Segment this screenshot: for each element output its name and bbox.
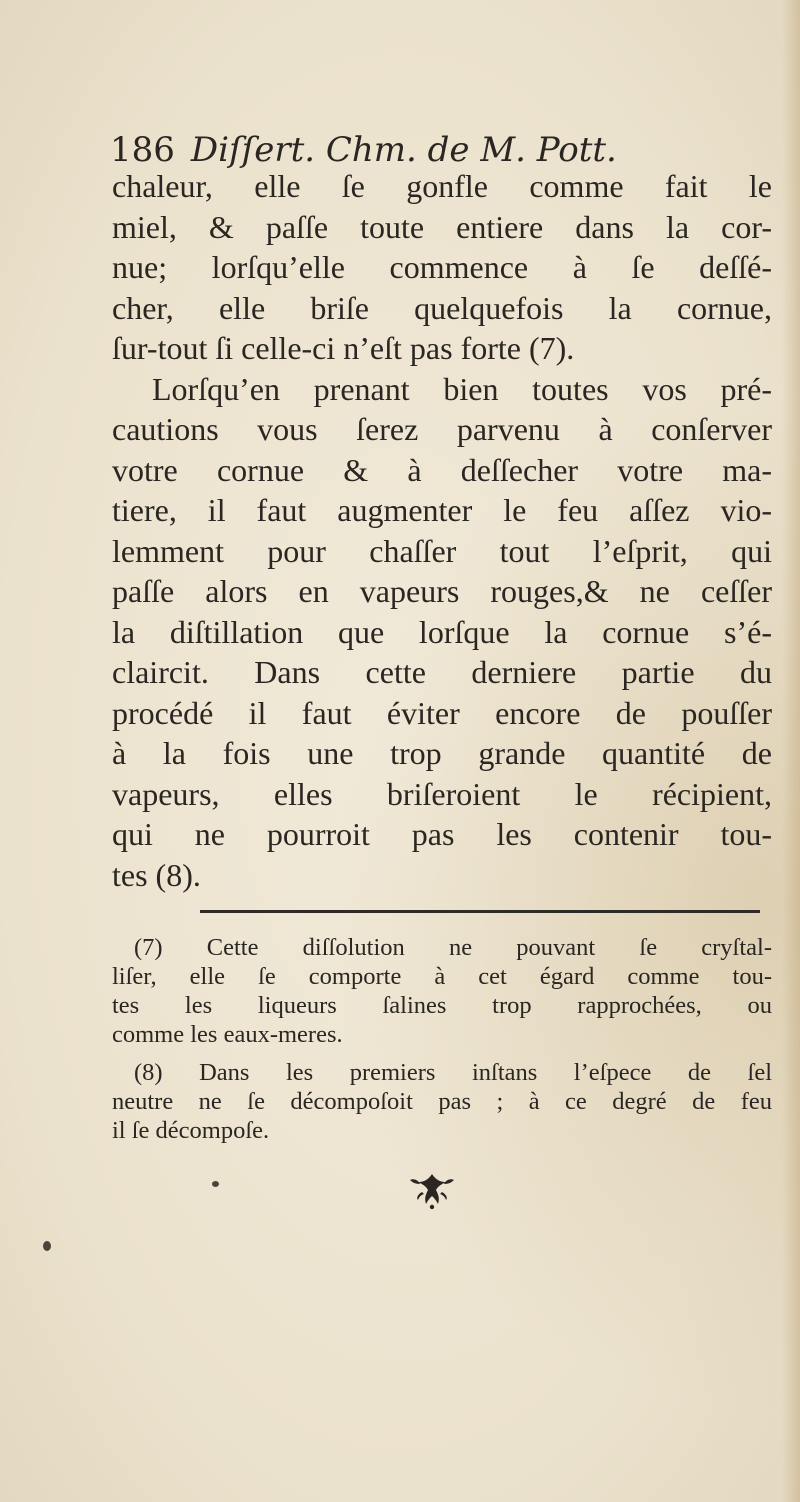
ink-speck xyxy=(43,1241,51,1251)
footnote-8-line: il ſe décompoſe. xyxy=(112,1117,270,1144)
text-line: votre cornue & à deſſecher votre ma- xyxy=(112,451,772,488)
text-line: vapeurs, elles briſeroient le récipient, xyxy=(112,775,772,812)
footnote-7-line: tes les liqueurs ſalines trop rapprochées, ou xyxy=(112,992,772,1019)
text-line: tiere, il faut augmenter le feu aſſez vio- xyxy=(112,492,772,528)
text-line: Lorſqu’en prenant bien toutes vos pré- xyxy=(152,370,772,407)
text-line: tes (8). xyxy=(112,856,201,893)
footnote-separator-rule xyxy=(200,910,760,913)
footnote-7-line: (7) Cette diſſolution ne pouvant ſe cryſtal- xyxy=(134,934,772,961)
text-line: cher, elle briſe quelquefois la cornue, xyxy=(112,289,772,326)
text-line: la diſtillation que lorſque la cornue s’é- xyxy=(112,613,772,650)
text-line: procédé il faut éviter encore de pouſſer xyxy=(112,694,772,731)
text-line: lemment pour chaſſer tout l’eſprit, qui xyxy=(112,532,772,569)
page-edge-shadow xyxy=(782,0,800,1502)
fleuron-ornament-icon xyxy=(404,1170,460,1210)
footnotes xyxy=(112,933,772,1145)
text-line: claircit. Dans cette derniere partie du xyxy=(112,654,772,690)
text-line: miel, & paſſe toute entiere dans la cor- xyxy=(112,208,772,245)
footnote-7-line: liſer, elle ſe comporte à cet égard comme tou- xyxy=(112,963,772,990)
footnote-8-line: neutre ne ſe décompoſoit pas ; à ce degré de feu xyxy=(112,1088,772,1115)
running-title: Diſſert. Chm. de M. Pott. xyxy=(190,130,617,170)
text-line: paſſe alors en vapeurs rouges,& ne ceſſer xyxy=(112,573,772,609)
text-line: cautions vous ſerez parvenu à conſerver xyxy=(112,411,772,447)
text-line: qui ne pourroit pas les contenir tou- xyxy=(112,816,772,852)
footnote-7-line: comme les eaux-meres. xyxy=(112,1021,343,1048)
footnote-gap xyxy=(112,1049,772,1058)
text-line: chaleur, elle ſe gonfle comme fait le xyxy=(112,168,772,204)
main-text xyxy=(112,166,772,895)
ink-speck xyxy=(212,1181,219,1187)
text-line: ſur-tout ſi celle-ci n’eſt pas forte (7). xyxy=(112,330,575,366)
footnote-8-line: (8) Dans les premiers inſtans l’eſpece de ſel xyxy=(134,1059,772,1086)
page-number: 186 xyxy=(110,130,175,170)
text-line: nue; lorſqu’elle commence à ſe deſſé- xyxy=(112,249,772,285)
text-line: à la fois une trop grande quantité de xyxy=(112,735,772,771)
